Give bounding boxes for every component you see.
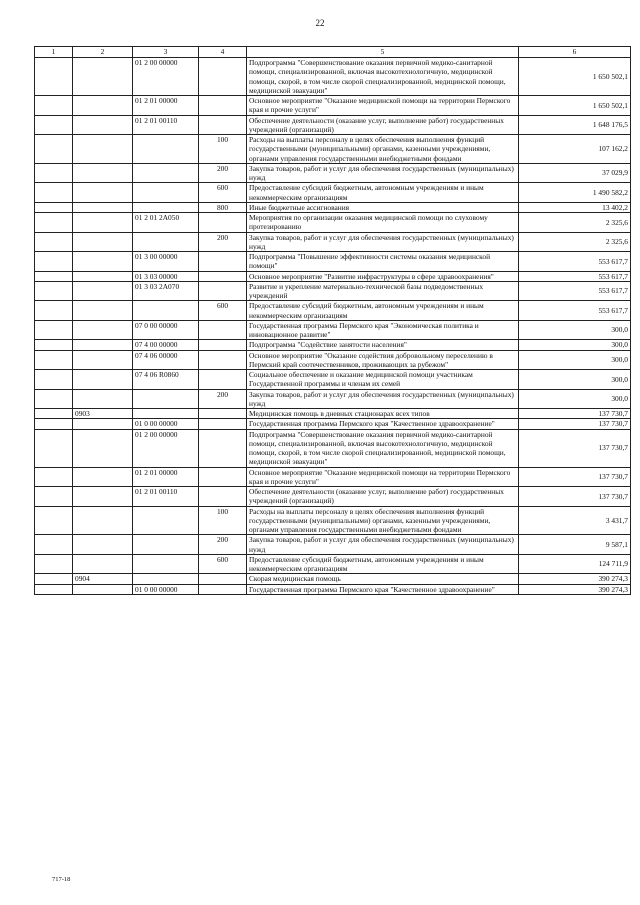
cell-description: Расходы на выплаты персоналу в целях обеспечения выполнения функций государственными (муниципальными) органами, казенными учреждениями, органами управления государственными внебюджетными фондами <box>247 135 519 164</box>
cell-amount: 1 650 502,1 <box>519 58 631 96</box>
cell-section <box>73 301 133 321</box>
cell-col1 <box>35 232 73 252</box>
cell-target-code <box>133 183 199 203</box>
cell-amount: 300,0 <box>519 389 631 409</box>
cell-target-code <box>133 135 199 164</box>
table-row <box>35 301 631 321</box>
table-row <box>35 350 631 370</box>
cell-section <box>73 554 133 574</box>
cell-target-code <box>133 409 199 419</box>
table-row <box>35 163 631 183</box>
cell-col1 <box>35 574 73 584</box>
cell-col1 <box>35 409 73 419</box>
column-header: 3 <box>133 47 199 58</box>
cell-amount: 37 029,9 <box>519 163 631 183</box>
table-row <box>35 213 631 233</box>
cell-target-code: 01 2 01 2A050 <box>133 213 199 233</box>
cell-col1 <box>35 135 73 164</box>
cell-target-code <box>133 554 199 574</box>
cell-description: Развитие и укрепление материально-технической базы подведомственных учреждений <box>247 281 519 301</box>
cell-col1 <box>35 340 73 350</box>
cell-amount: 553 617,7 <box>519 271 631 281</box>
cell-description: Предоставление субсидий бюджетным, автономным учреждениям и иным некоммерческим организациям <box>247 554 519 574</box>
cell-col1 <box>35 96 73 116</box>
cell-section <box>73 429 133 467</box>
cell-amount: 1 490 582,2 <box>519 183 631 203</box>
cell-amount: 124 711,9 <box>519 554 631 574</box>
cell-amount: 137 730,7 <box>519 467 631 487</box>
cell-col1 <box>35 506 73 535</box>
cell-description: Основное мероприятие "Оказание медицинской помощи на территории Пермского края и прочие услуги" <box>247 467 519 487</box>
cell-target-code: 01 2 00 00000 <box>133 58 199 96</box>
cell-target-code: 01 2 01 00000 <box>133 467 199 487</box>
cell-section <box>73 271 133 281</box>
column-header: 2 <box>73 47 133 58</box>
cell-target-code <box>133 232 199 252</box>
cell-amount: 553 617,7 <box>519 252 631 272</box>
cell-description: Мероприятия по организации оказания медицинской помощи по слуховому протезированию <box>247 213 519 233</box>
cell-target-code: 01 2 00 00000 <box>133 429 199 467</box>
cell-section <box>73 535 133 555</box>
cell-expense-type: 100 <box>199 506 247 535</box>
cell-expense-type: 600 <box>199 554 247 574</box>
cell-target-code: 01 2 01 00110 <box>133 115 199 135</box>
cell-col1 <box>35 389 73 409</box>
cell-amount: 300,0 <box>519 320 631 340</box>
table-row <box>35 419 631 429</box>
cell-amount: 137 730,7 <box>519 409 631 419</box>
table-header-row <box>35 47 631 58</box>
cell-description: Государственная программа Пермского края "Экономическая политика и инновационное развитие" <box>247 320 519 340</box>
cell-col1 <box>35 320 73 340</box>
cell-target-code <box>133 389 199 409</box>
cell-amount: 553 617,7 <box>519 281 631 301</box>
cell-amount: 137 730,7 <box>519 487 631 507</box>
cell-section <box>73 252 133 272</box>
table-row <box>35 58 631 96</box>
cell-section <box>73 350 133 370</box>
cell-amount: 553 617,7 <box>519 301 631 321</box>
table-row <box>35 96 631 116</box>
cell-section <box>73 281 133 301</box>
table-row <box>35 370 631 390</box>
table-row <box>35 135 631 164</box>
cell-expense-type <box>199 574 247 584</box>
cell-col1 <box>35 467 73 487</box>
cell-amount: 390 274,3 <box>519 574 631 584</box>
cell-description: Предоставление субсидий бюджетным, автономным учреждениям и иным некоммерческим организациям <box>247 301 519 321</box>
cell-target-code: 01 3 03 2A070 <box>133 281 199 301</box>
cell-target-code: 07 4 00 00000 <box>133 340 199 350</box>
cell-description: Предоставление субсидий бюджетным, автономным учреждениям и иным некоммерческим организациям <box>247 183 519 203</box>
cell-col1 <box>35 584 73 594</box>
column-header: 5 <box>247 47 519 58</box>
cell-expense-type <box>199 584 247 594</box>
cell-section <box>73 58 133 96</box>
cell-expense-type <box>199 487 247 507</box>
cell-description: Медицинская помощь в дневных стационарах всех типов <box>247 409 519 419</box>
cell-section <box>73 584 133 594</box>
cell-amount: 1 650 502,1 <box>519 96 631 116</box>
table-row <box>35 183 631 203</box>
table-row <box>35 340 631 350</box>
cell-target-code: 01 3 03 00000 <box>133 271 199 281</box>
table-row <box>35 429 631 467</box>
cell-col1 <box>35 183 73 203</box>
cell-description: Закупка товаров, работ и услуг для обеспечения государственных (муниципальных) нужд <box>247 232 519 252</box>
cell-section: 0903 <box>73 409 133 419</box>
cell-col1 <box>35 554 73 574</box>
cell-amount: 3 431,7 <box>519 506 631 535</box>
cell-expense-type: 600 <box>199 183 247 203</box>
table-row <box>35 115 631 135</box>
cell-description: Закупка товаров, работ и услуг для обеспечения государственных (муниципальных) нужд <box>247 535 519 555</box>
cell-amount: 300,0 <box>519 370 631 390</box>
cell-amount: 107 162,2 <box>519 135 631 164</box>
table-row <box>35 487 631 507</box>
column-header: 1 <box>35 47 73 58</box>
cell-expense-type: 600 <box>199 301 247 321</box>
cell-section <box>73 202 133 212</box>
table-body <box>35 58 631 595</box>
table-row <box>35 409 631 419</box>
cell-section <box>73 340 133 350</box>
cell-expense-type <box>199 409 247 419</box>
cell-amount: 1 648 176,5 <box>519 115 631 135</box>
cell-section <box>73 370 133 390</box>
cell-description: Иные бюджетные ассигнования <box>247 202 519 212</box>
cell-description: Подпрограмма "Совершенствование оказания первичной медико-санитарной помощи, специализированной, включая высокотехнологичную, медицинской помощи, скорой, в том числе скорой специализированной, медицинской помощи, медицинской эвакуации" <box>247 429 519 467</box>
cell-description: Государственная программа Пермского края "Качественное здравоохранение" <box>247 584 519 594</box>
cell-col1 <box>35 370 73 390</box>
cell-amount: 2 325,6 <box>519 213 631 233</box>
cell-col1 <box>35 487 73 507</box>
cell-target-code <box>133 202 199 212</box>
budget-table <box>34 46 631 595</box>
cell-expense-type: 100 <box>199 135 247 164</box>
table-row <box>35 271 631 281</box>
cell-description: Основное мероприятие "Оказание медицинской помощи на территории Пермского края и прочие услуги" <box>247 96 519 116</box>
cell-target-code <box>133 163 199 183</box>
cell-amount: 300,0 <box>519 350 631 370</box>
cell-description: Подпрограмма "Совершенствование оказания первичной медико-санитарной помощи, специализированной, включая высокотехнологичную, медицинской помощи, скорой, в том числе скорой специализированной, медицинской помощи, медицинской эвакуации" <box>247 58 519 96</box>
cell-col1 <box>35 350 73 370</box>
table-row <box>35 320 631 340</box>
cell-col1 <box>35 429 73 467</box>
cell-section <box>73 506 133 535</box>
cell-description: Обеспечение деятельности (оказание услуг, выполнение работ) государственных учреждений (организаций) <box>247 115 519 135</box>
cell-section <box>73 135 133 164</box>
cell-col1 <box>35 115 73 135</box>
cell-expense-type <box>199 115 247 135</box>
cell-col1 <box>35 58 73 96</box>
page-number: 22 <box>315 18 325 28</box>
cell-expense-type: 200 <box>199 232 247 252</box>
cell-description: Подпрограмма "Содействие занятости населения" <box>247 340 519 350</box>
cell-expense-type <box>199 271 247 281</box>
cell-expense-type <box>199 340 247 350</box>
cell-description: Скорая медицинская помощь <box>247 574 519 584</box>
cell-col1 <box>35 301 73 321</box>
cell-amount: 2 325,6 <box>519 232 631 252</box>
footer-code: 717-18 <box>52 876 71 883</box>
cell-col1 <box>35 252 73 272</box>
table-row <box>35 574 631 584</box>
table-row <box>35 232 631 252</box>
table-row <box>35 506 631 535</box>
cell-target-code: 07 4 06 R0860 <box>133 370 199 390</box>
cell-section <box>73 213 133 233</box>
table-row <box>35 281 631 301</box>
cell-description: Государственная программа Пермского края "Качественное здравоохранение" <box>247 419 519 429</box>
cell-description: Основное мероприятие "Развитие инфраструктуры в сфере здравоохранения" <box>247 271 519 281</box>
cell-expense-type <box>199 370 247 390</box>
cell-section <box>73 487 133 507</box>
cell-target-code <box>133 535 199 555</box>
cell-target-code <box>133 506 199 535</box>
cell-target-code: 01 2 01 00110 <box>133 487 199 507</box>
cell-col1 <box>35 281 73 301</box>
cell-expense-type <box>199 58 247 96</box>
cell-col1 <box>35 535 73 555</box>
cell-section <box>73 419 133 429</box>
cell-description: Закупка товаров, работ и услуг для обеспечения государственных (муниципальных) нужд <box>247 163 519 183</box>
cell-expense-type: 200 <box>199 389 247 409</box>
table-row <box>35 554 631 574</box>
cell-target-code: 07 0 00 00000 <box>133 320 199 340</box>
cell-section <box>73 96 133 116</box>
cell-section: 0904 <box>73 574 133 584</box>
cell-expense-type: 200 <box>199 535 247 555</box>
cell-expense-type <box>199 96 247 116</box>
cell-amount: 13 402,2 <box>519 202 631 212</box>
table-row <box>35 202 631 212</box>
cell-section <box>73 183 133 203</box>
column-header: 4 <box>199 47 247 58</box>
cell-description: Социальное обеспечение и оказание медицинской помощи участникам Государственной программы и членам их семей <box>247 370 519 390</box>
cell-expense-type <box>199 281 247 301</box>
cell-amount: 137 730,7 <box>519 429 631 467</box>
cell-amount: 300,0 <box>519 340 631 350</box>
cell-expense-type <box>199 429 247 467</box>
cell-target-code <box>133 574 199 584</box>
cell-amount: 137 730,7 <box>519 419 631 429</box>
cell-amount: 390 274,3 <box>519 584 631 594</box>
cell-section <box>73 115 133 135</box>
table-row <box>35 467 631 487</box>
cell-target-code: 01 0 00 00000 <box>133 584 199 594</box>
cell-col1 <box>35 163 73 183</box>
cell-col1 <box>35 419 73 429</box>
cell-expense-type <box>199 467 247 487</box>
cell-expense-type <box>199 350 247 370</box>
cell-target-code <box>133 301 199 321</box>
cell-expense-type <box>199 419 247 429</box>
cell-section <box>73 467 133 487</box>
column-header: 6 <box>519 47 631 58</box>
cell-section <box>73 320 133 340</box>
cell-description: Обеспечение деятельности (оказание услуг, выполнение работ) государственных учреждений (организаций) <box>247 487 519 507</box>
cell-expense-type <box>199 213 247 233</box>
cell-description: Основное мероприятие "Оказание содействия добровольному переселению в Пермский край соотечественников, проживающих за рубежом" <box>247 350 519 370</box>
cell-section <box>73 163 133 183</box>
cell-amount: 9 587,1 <box>519 535 631 555</box>
table-row <box>35 389 631 409</box>
cell-expense-type: 800 <box>199 202 247 212</box>
cell-target-code: 01 0 00 00000 <box>133 419 199 429</box>
cell-target-code: 01 3 00 00000 <box>133 252 199 272</box>
table-row <box>35 584 631 594</box>
cell-target-code: 07 4 06 00000 <box>133 350 199 370</box>
cell-col1 <box>35 271 73 281</box>
cell-target-code: 01 2 01 00000 <box>133 96 199 116</box>
cell-section <box>73 389 133 409</box>
cell-col1 <box>35 213 73 233</box>
cell-col1 <box>35 202 73 212</box>
cell-description: Закупка товаров, работ и услуг для обеспечения государственных (муниципальных) нужд <box>247 389 519 409</box>
cell-expense-type: 200 <box>199 163 247 183</box>
cell-expense-type <box>199 252 247 272</box>
cell-expense-type <box>199 320 247 340</box>
cell-description: Расходы на выплаты персоналу в целях обеспечения выполнения функций государственными (муниципальными) органами, казенными учреждениями, органами управления государственными внебюджетными фондами <box>247 506 519 535</box>
cell-section <box>73 232 133 252</box>
cell-description: Подпрограмма "Повышение эффективности системы оказания медицинской помощи" <box>247 252 519 272</box>
table-row <box>35 252 631 272</box>
table-row <box>35 535 631 555</box>
